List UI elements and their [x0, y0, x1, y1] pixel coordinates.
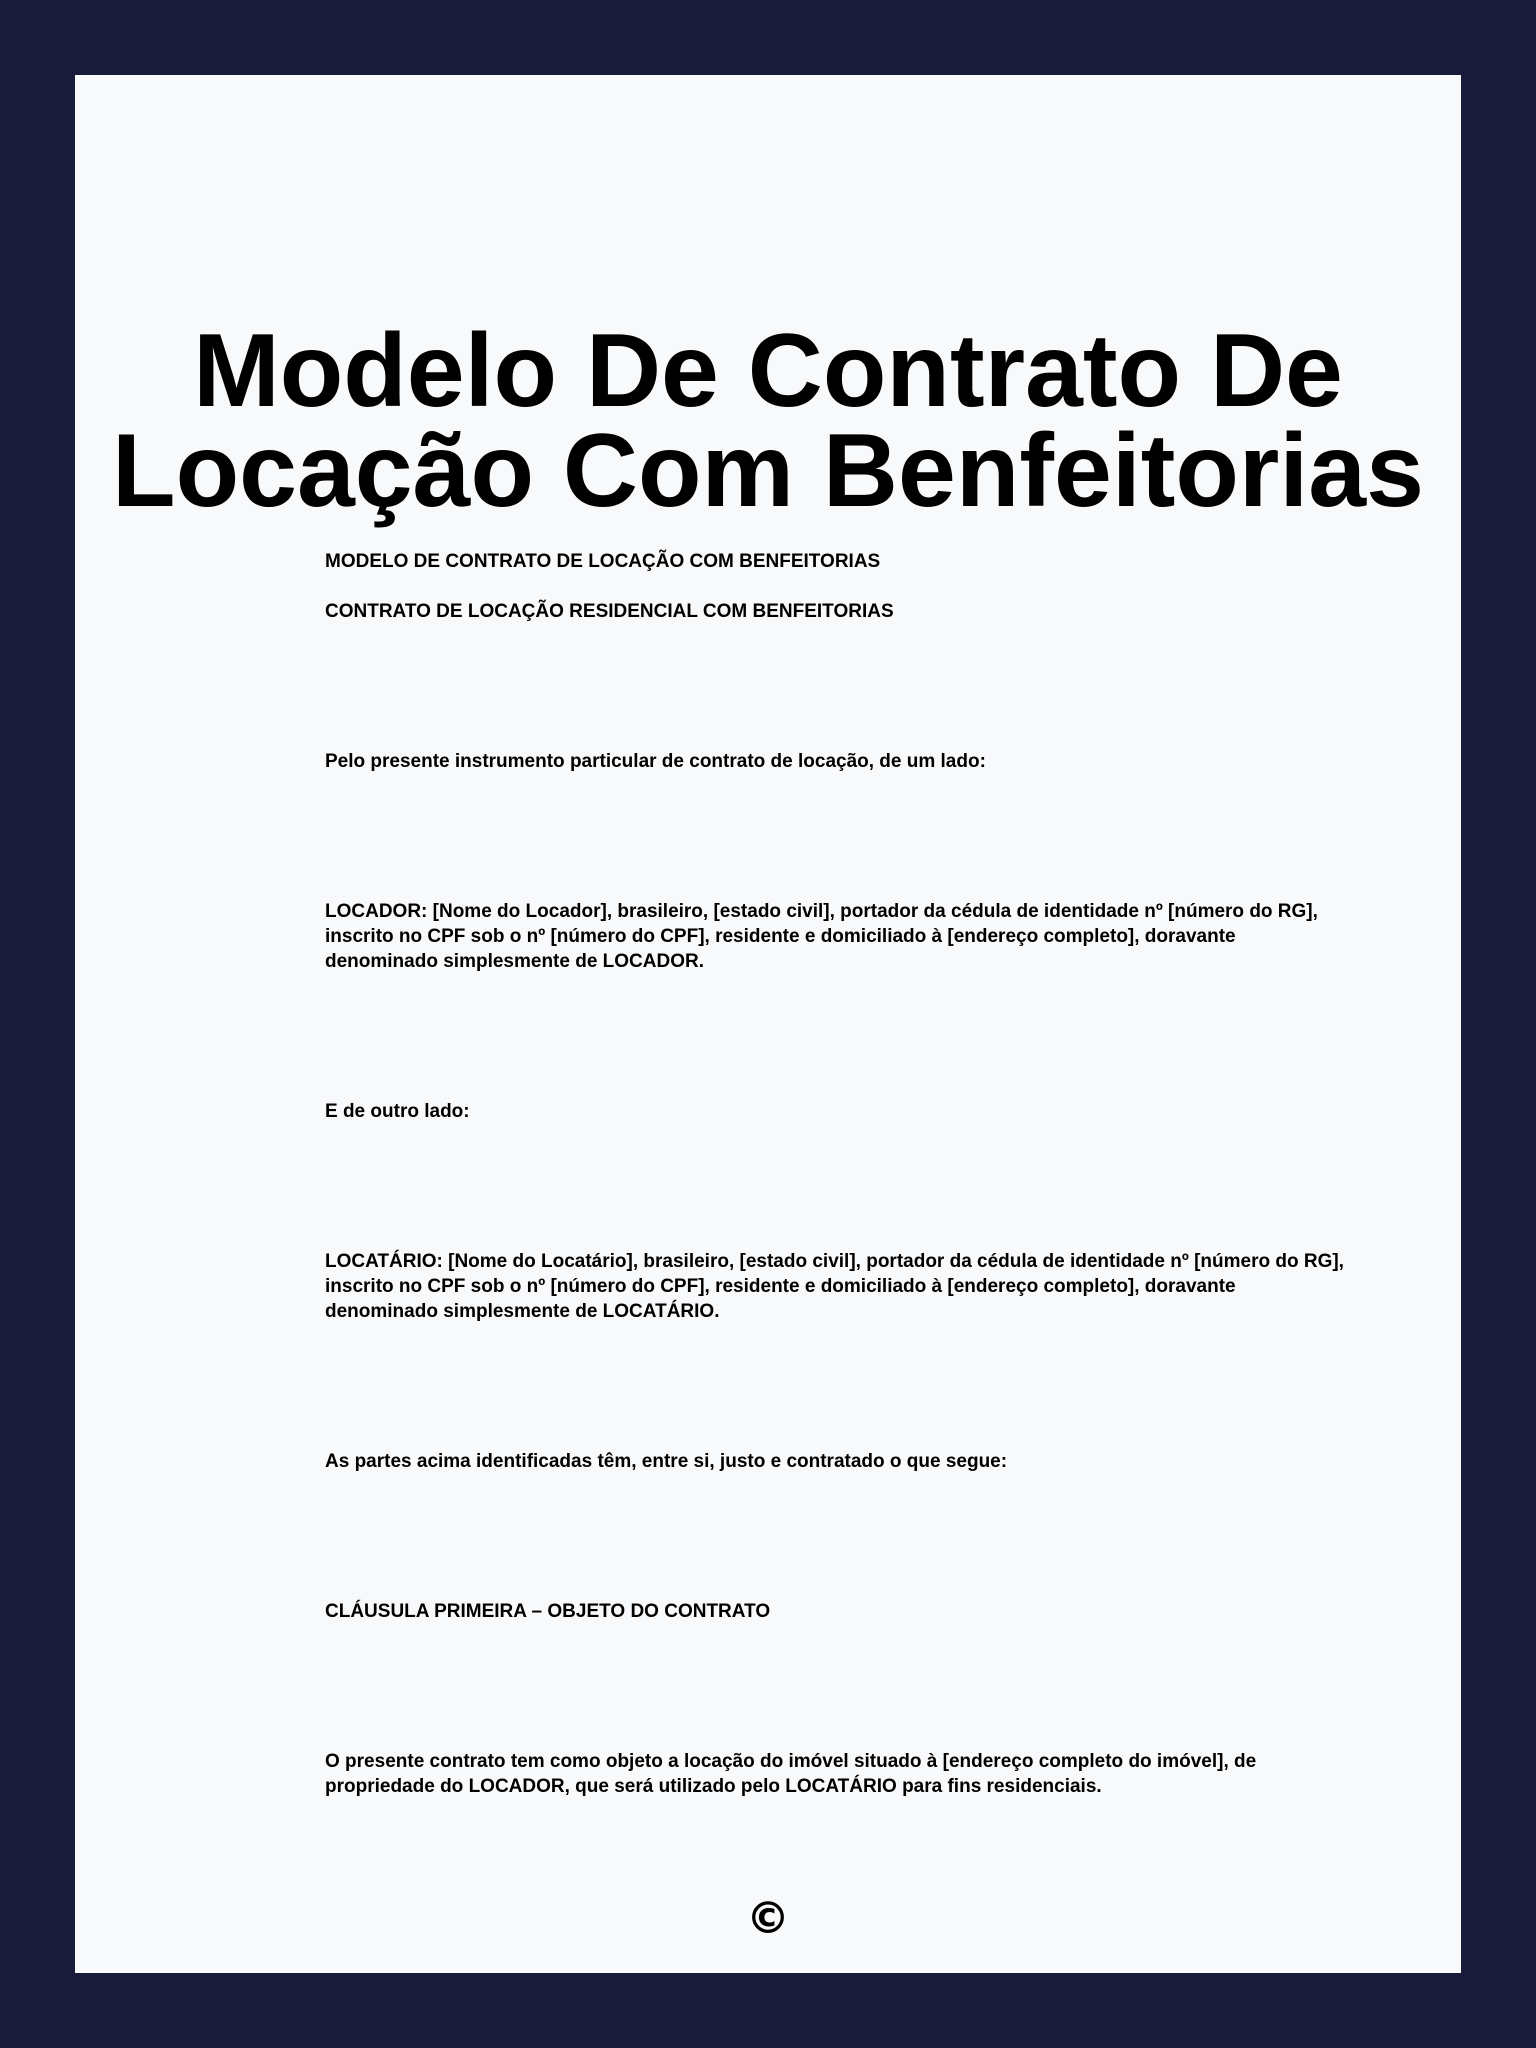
document-page — [75, 75, 1461, 1973]
agreement-paragraph: As partes acima identificadas têm, entre si, justo e contratado o que segue: — [325, 1451, 1008, 1472]
copyright-icon: © — [746, 1893, 790, 1944]
locador-paragraph: LOCADOR: [Nome do Locador], brasileiro, [estado civil], portador da cédula de identidade nº [número do RG], inscrito no CPF sob o nº [número do CPF], residente e domiciliado à [endereço completo], doravante denominado simplesmente de LOCADOR. — [325, 901, 1318, 972]
clause-one-heading: CLÁUSULA PRIMEIRA – OBJETO DO CONTRATO — [325, 1601, 771, 1622]
contract-subheading: CONTRATO DE LOCAÇÃO RESIDENCIAL COM BENFEITORIAS — [325, 601, 894, 622]
document-title-line-1: Modelo De Contrato De — [193, 313, 1343, 429]
locatario-paragraph: LOCATÁRIO: [Nome do Locatário], brasileiro, [estado civil], portador da cédula de identidade nº [número do RG], inscrito no CPF sob o nº [número do CPF], residente e domiciliado à [endereço completo], doravante denominado simplesmente de LOCATÁRIO. — [325, 1251, 1344, 1322]
document-title-line-2: Locação Com Benfeitorias — [112, 413, 1424, 529]
clause-one-text: O presente contrato tem como objeto a locação do imóvel situado à [endereço completo do imóvel], de propriedade do LOCADOR, que será utilizado pelo LOCATÁRIO para fins residenciais. — [325, 1751, 1257, 1797]
intro-paragraph: Pelo presente instrumento particular de contrato de locação, de um lado: — [325, 751, 986, 772]
document-title — [75, 313, 1461, 529]
contract-heading: MODELO DE CONTRATO DE LOCAÇÃO COM BENFEITORIAS — [325, 551, 881, 572]
other-side-paragraph: E de outro lado: — [325, 1101, 470, 1122]
